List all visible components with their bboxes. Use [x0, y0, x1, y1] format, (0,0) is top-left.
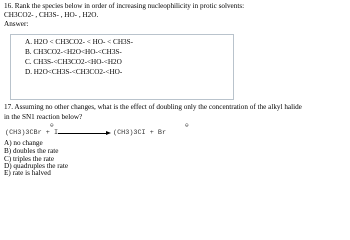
reaction-arrow-head — [106, 131, 111, 135]
reaction-arrow — [58, 133, 108, 134]
answer-b[interactable]: B) doubles the rate — [4, 147, 59, 155]
answer-a[interactable]: A) no change — [4, 139, 43, 147]
question-16-title: 16. Rank the species below in order of increasing nucleophilicity in protic solvents: — [4, 2, 245, 10]
bromide-charge-symbol: ⊖ — [185, 122, 189, 129]
choice-b[interactable]: B. CH3CO2-<H2O<HO-<CH3S- — [25, 48, 122, 56]
choice-d[interactable]: D. H2O<CH3S-<CH3CO2-<HO- — [25, 68, 123, 76]
choice-a[interactable]: A. H2O < CH3CO2- < HO- < CH3S- — [25, 38, 133, 46]
question-17-title-line2: in the SN1 reaction below? — [4, 113, 83, 121]
answer-d[interactable]: D) quadruples the rate — [4, 162, 69, 170]
answer-c[interactable]: C) triples the rate — [4, 155, 55, 163]
reactants: (CH3)3CBr + I — [5, 129, 59, 137]
answer-label: Answer: — [4, 20, 29, 28]
products: (CH3)3CI + Br — [113, 129, 167, 137]
answer-e[interactable]: E) rate is halved — [4, 169, 51, 177]
question-17-title-line1: 17. Assuming no other changes, what is the effect of doubling only the concentration of the alkyl halide — [4, 103, 302, 111]
choice-c[interactable]: C. CH3S-<CH3CO2-<HO-<H2O — [25, 58, 122, 66]
answer-choices-box — [10, 34, 234, 100]
question-16-species: CH3CO2- , CH3S- , HO- , H2O. — [4, 11, 99, 19]
iodide-charge-symbol: ⊖ — [50, 122, 54, 129]
